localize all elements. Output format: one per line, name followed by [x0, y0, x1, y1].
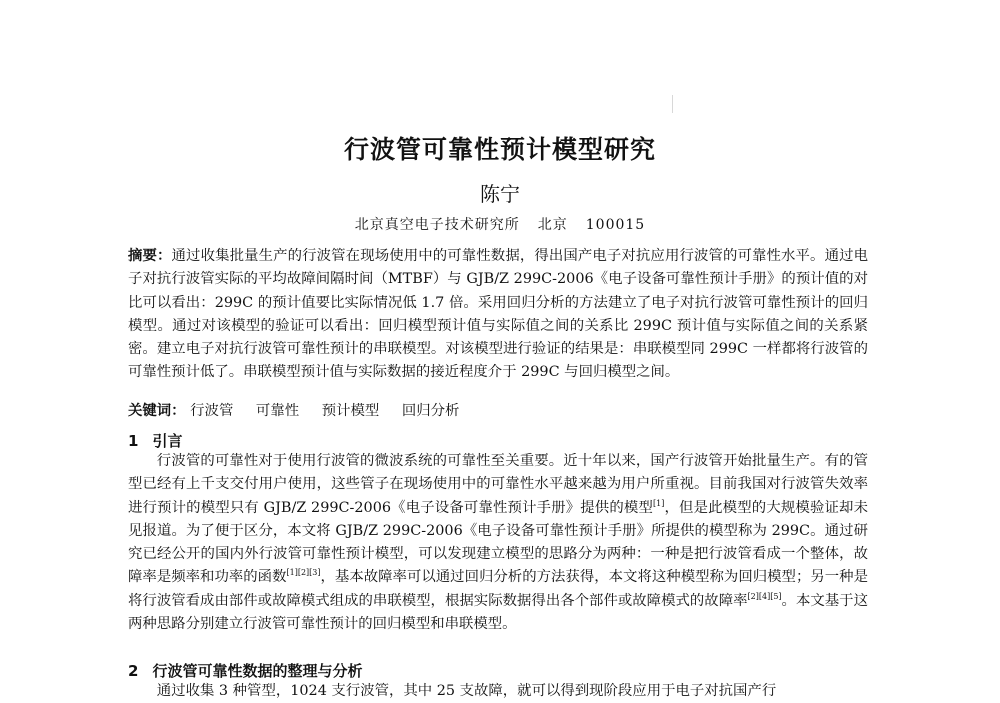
paragraph-text: ，基本故障率可以通过回归分析的方法获得，本文将这种模型称为回归模型；另一种是将行波管看成由部件或故障模式组成的串联模型，根据实际数据得出各个部件或故障模式的故障率 [128, 569, 868, 609]
abstract [128, 245, 868, 385]
keyword: 可靠性 [255, 403, 300, 419]
keyword: 行波管 [190, 403, 234, 419]
abstract-label: 摘要： [128, 248, 172, 264]
affiliation-postcode: 100015 [585, 217, 646, 233]
section-paragraph [128, 450, 868, 636]
section-title: 引言 [152, 432, 183, 450]
scan-artifact-line [672, 95, 673, 113]
section-heading [128, 430, 182, 451]
section-number: 2 [128, 662, 139, 680]
paragraph-text: ，但是此模型的大规模验证却未见报道。为了便于区分，本文将 GJB/Z 299C-2006《电子设备可靠性预计手册》所提供的模型称为 299C。通过研究已经公开的国内外行波管可靠性预计模型，可以发现建立模型的思路分为两种：一种是把行波管看成一个整体，故障率是频率和功率的函数 [128, 499, 868, 586]
citation-ref: [1] [653, 498, 665, 508]
paragraph-text: 行波管的可靠性对于使用行波管的微波系统的可靠性至关重要。近十年以来，国产行波管开始批量生产。有的管型已经有上千支交付用户使用，这些管子在现场使用中的可靠性水平越来越为用户所重视。目前我国对行波管失效率进行预计的模型只有 GJB/Z 299C-2006《电子设备可靠性预计手册》提供的模型 [128, 453, 868, 516]
section-paragraph: 通过收集 3 种管型，1024 支行波管，其中 25 支故障，就可以得到现阶段应用于电子对抗国产行 [156, 683, 777, 699]
author-name: 陈宁 [480, 182, 520, 206]
section-number: 1 [128, 432, 139, 450]
affiliation-institute: 北京真空电子技术研究所 [354, 217, 520, 233]
affiliation-city: 北京 [537, 217, 568, 233]
paper-title: 行波管可靠性预计模型研究 [343, 135, 656, 164]
affiliation [0, 214, 1000, 234]
citation-ref: [1][2][3] [286, 568, 321, 578]
paragraph-text: 。本文基于这两种思路分别建立行波管可靠性预计的回归模型和串联模型。 [128, 592, 868, 633]
citation-ref: [2][4][5] [747, 591, 782, 601]
keywords-label: 关键词： [128, 403, 186, 419]
keyword: 预计模型 [321, 403, 380, 419]
section-title: 行波管可靠性数据的整理与分析 [152, 662, 363, 680]
abstract-text: 通过收集批量生产的行波管在现场使用中的可靠性数据，得出国产电子对抗应用行波管的可靠性水平。通过电子对抗行波管实际的平均故障间隔时间（MTBF）与 GJB/Z 299C-2006《电子设备可靠性预计手册》的预计值的对比可以看出：299C 的预计值要比实际情况低 1.7 倍。采用回归分析的方法建立了电子对抗行波管可靠性预计的回归模型。通过对该模型的验证可以看出：回归模型预计值与实际值之间的关系比 299C 预计值与实际值之间的关系紧密。建立电子对抗行波管可靠性预计的串联模型。对该模型进行验证的结果是：串联模型同 299C 一样都将行波管的可靠性预计低了。串联模型预计值与实际数据的接近程度介于 299C 与回归模型之间。 [128, 248, 868, 381]
keyword: 回归分析 [401, 403, 460, 419]
keywords [128, 400, 868, 423]
section-heading [128, 660, 362, 681]
